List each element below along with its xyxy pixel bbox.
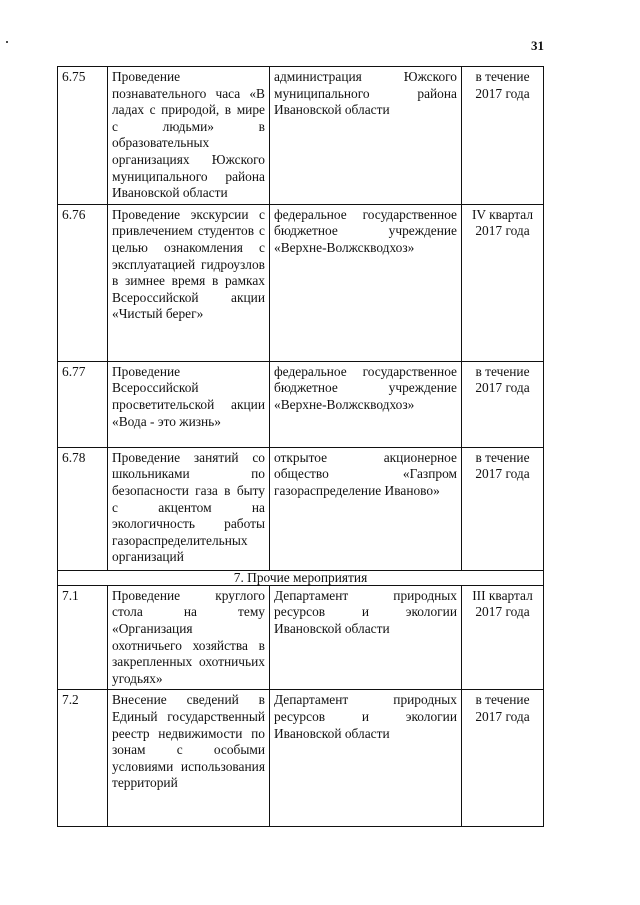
executor-cell: федеральное государственное бюджетное учреждение «Верхне-Волжскводхоз» — [270, 204, 462, 361]
row-number: 7.2 — [58, 690, 108, 827]
activity-cell: Внесение сведений в Единый государственный реестр недвижимости по зонам с особыми условиями использования территорий — [108, 690, 270, 827]
term-cell: в течение 2017 года — [462, 67, 544, 205]
term-cell: в течение 2017 года — [462, 447, 544, 570]
table-row — [58, 67, 544, 205]
term-cell: в течение 2017 года — [462, 361, 544, 447]
term-cell: в течение 2017 года — [462, 690, 544, 827]
activity-cell: Проведение познавательного часа «В ладах с природой, в мире с людьми» в образовательных организациях Южского муниципального района Ивановской области — [108, 67, 270, 205]
table-row — [58, 690, 544, 827]
row-number: 6.75 — [58, 67, 108, 205]
row-number: 6.77 — [58, 361, 108, 447]
scan-artifact-dot — [6, 41, 8, 43]
executor-cell: администрация Южского муниципального района Ивановской области — [270, 67, 462, 205]
term-cell: III квартал 2017 года — [462, 585, 544, 690]
section-title: 7. Прочие мероприятия — [58, 570, 544, 585]
executor-cell: Департамент природных ресурсов и экологии Ивановской области — [270, 585, 462, 690]
page-number: 31 — [531, 38, 544, 53]
activity-cell: Проведение Всероссийской просветительской акции «Вода - это жизнь» — [108, 361, 270, 447]
row-number: 7.1 — [58, 585, 108, 690]
table-row — [58, 204, 544, 361]
table-row — [58, 585, 544, 690]
section-header-row — [58, 570, 544, 585]
activity-cell: Проведение экскурсии с привлечением студентов с целью ознакомления с эксплуатацией гидроузлов в зимнее время в рамках Всероссийской акции «Чистый берег» — [108, 204, 270, 361]
executor-cell: федеральное государственное бюджетное учреждение «Верхне-Волжскводхоз» — [270, 361, 462, 447]
activity-cell: Проведение занятий со школьниками по безопасности газа в быту с акцентом на экологичность работы газораспределительных организаций — [108, 447, 270, 570]
table-row — [58, 447, 544, 570]
executor-cell: Департамент природных ресурсов и экологии Ивановской области — [270, 690, 462, 827]
activities-table — [57, 66, 544, 827]
term-cell: IV квартал 2017 года — [462, 204, 544, 361]
executor-cell: открытое акционерное общество «Газпром газораспределение Иваново» — [270, 447, 462, 570]
table-row — [58, 361, 544, 447]
row-number: 6.78 — [58, 447, 108, 570]
activity-cell: Проведение круглого стола на тему «Организация охотничьего хозяйства в закрепленных охотничьих угодьях» — [108, 585, 270, 690]
row-number: 6.76 — [58, 204, 108, 361]
